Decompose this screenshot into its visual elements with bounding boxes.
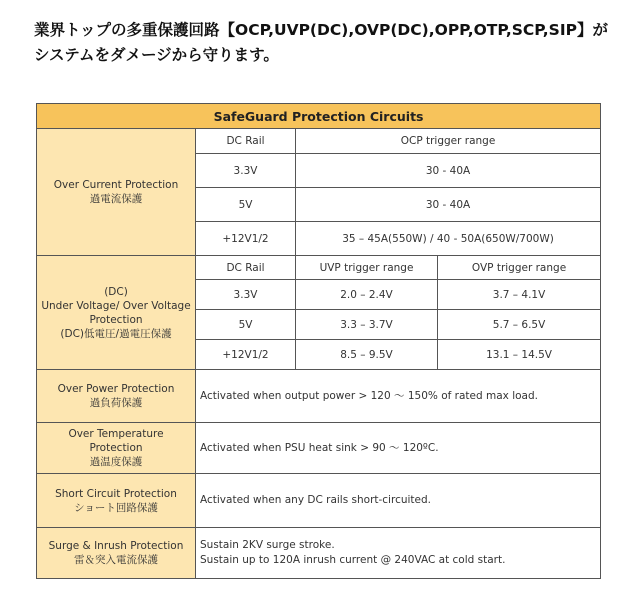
uvp-ovp-label-line-3: Protection (89, 313, 143, 326)
ocp-label-en: Over Current Protection (53, 179, 179, 191)
ocp-rail-cell: +12V1/2 (196, 222, 296, 256)
uvp-ovp-rail-cell: +12V1/2 (196, 340, 296, 370)
ovp-range-cell: 13.1 – 14.5V (438, 340, 601, 370)
opp-label-jp: 過負荷保護 (89, 397, 143, 409)
uvp-range-cell: 8.5 – 9.5V (296, 340, 438, 370)
ocp-label-jp: 過電流保護 (89, 193, 143, 205)
ocp-rail-cell: 3.3V (196, 154, 296, 188)
protection-circuits-table (36, 103, 601, 579)
otp-label-jp: 過温度保護 (89, 456, 143, 468)
otp-description: Activated when PSU heat sink > 90 ～ 120ºC. (196, 423, 601, 474)
ocp-range-cell: 30 - 40A (296, 154, 601, 188)
heading-line-2: システムをダメージから守ります。 (34, 46, 279, 64)
opp-description: Activated when output power > 120 ～ 150% of rated max load. (196, 370, 601, 423)
scp-label (37, 474, 196, 528)
ovp-header-range: OVP trigger range (438, 256, 601, 280)
ocp-rail-cell: 5V (196, 188, 296, 222)
otp-label-en: Over Temperature Protection (68, 428, 164, 454)
table-row (37, 528, 601, 579)
table-title-row (37, 104, 601, 129)
scp-label-jp: ショート回路保護 (74, 501, 158, 514)
scp-label-en: Short Circuit Protection (55, 487, 177, 500)
ovp-range-cell: 3.7 – 4.1V (438, 280, 601, 310)
ocp-label (37, 129, 196, 256)
ocp-range-cell: 30 - 40A (296, 188, 601, 222)
uvp-range-cell: 3.3 – 3.7V (296, 310, 438, 340)
table-row (37, 256, 601, 280)
ocp-header-rail: DC Rail (196, 129, 296, 154)
uvp-range-cell: 2.0 – 2.4V (296, 280, 438, 310)
uvp-ovp-label-line-1: (DC) (104, 285, 128, 298)
sip-description (196, 528, 601, 579)
opp-label (37, 370, 196, 423)
sip-description-line-1: Sustain 2KV surge stroke. (200, 539, 335, 551)
uvp-ovp-rail-cell: 3.3V (196, 280, 296, 310)
sip-description-line-2: Sustain up to 120A inrush current @ 240VAC at cold start. (200, 554, 506, 566)
sip-label-en: Surge & Inrush Protection (48, 540, 184, 552)
table-row (37, 370, 601, 423)
table-title: SafeGuard Protection Circuits (37, 104, 601, 129)
scp-description: Activated when any DC rails short-circuited. (196, 474, 601, 528)
uvp-ovp-label-jp: (DC)低電圧/過電圧保護 (60, 327, 172, 340)
table-row (37, 423, 601, 474)
heading-line-1: 業界トップの多重保護回路【OCP,UVP(DC),OVP(DC),OPP,OTP,SCP,SIP】が (34, 21, 608, 39)
sip-label (37, 528, 196, 579)
uvp-ovp-label (37, 256, 196, 370)
table-row (37, 129, 601, 154)
uvp-ovp-header-rail: DC Rail (196, 256, 296, 280)
ocp-range-cell: 35 – 45A(550W) / 40 - 50A(650W/700W) (296, 222, 601, 256)
uvp-header-range: UVP trigger range (296, 256, 438, 280)
ocp-header-range: OCP trigger range (296, 129, 601, 154)
otp-label (37, 423, 196, 474)
sip-label-jp: 雷＆突入電流保護 (74, 554, 158, 566)
page-heading (34, 18, 614, 68)
ovp-range-cell: 5.7 – 6.5V (438, 310, 601, 340)
uvp-ovp-rail-cell: 5V (196, 310, 296, 340)
table-row (37, 474, 601, 528)
uvp-ovp-label-line-2: Under Voltage/ Over Voltage (41, 299, 191, 312)
opp-label-en: Over Power Protection (57, 383, 175, 395)
